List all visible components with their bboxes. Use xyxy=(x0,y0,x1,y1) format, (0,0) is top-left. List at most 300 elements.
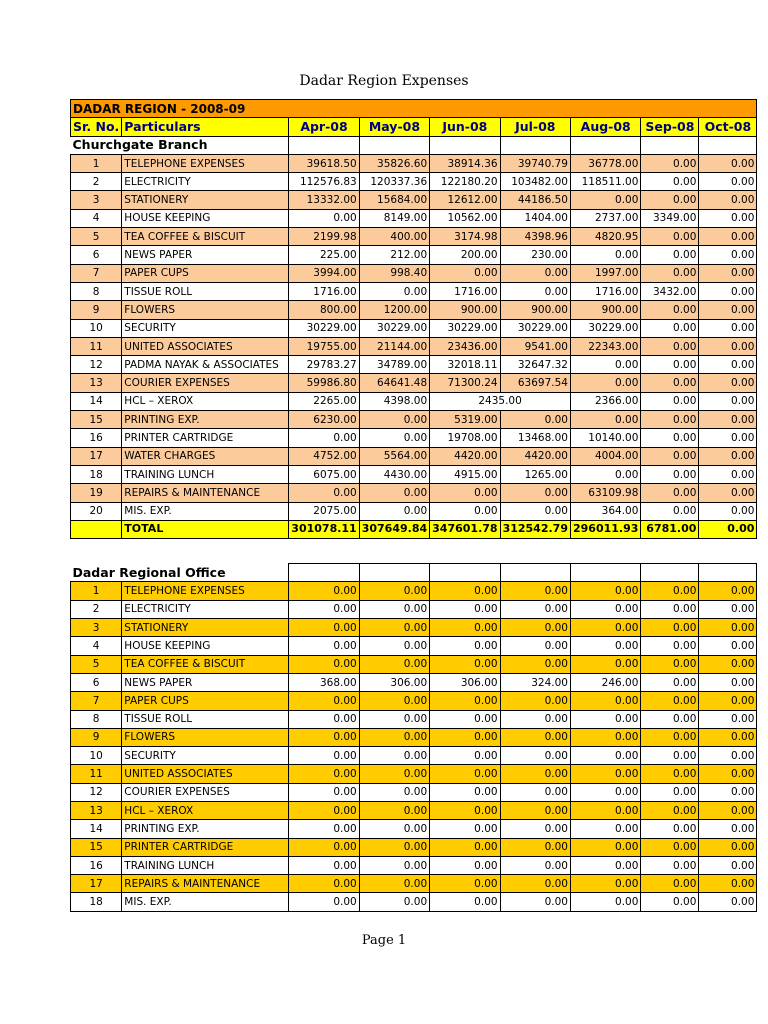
amount-cell[interactable]: 0.00 xyxy=(289,655,359,673)
amount-cell[interactable]: 900.00 xyxy=(430,301,500,319)
particulars-cell[interactable]: FLOWERS xyxy=(122,301,289,319)
amount-cell[interactable]: 400.00 xyxy=(359,228,429,246)
sr-no-cell[interactable]: 13 xyxy=(71,801,122,819)
amount-cell[interactable]: 0.00 xyxy=(430,856,500,874)
amount-cell[interactable]: 19755.00 xyxy=(289,337,359,355)
particulars-cell[interactable]: UNITED ASSOCIATES xyxy=(122,765,289,783)
amount-cell[interactable]: 0.00 xyxy=(570,356,640,374)
amount-cell[interactable]: 800.00 xyxy=(289,301,359,319)
amount-cell[interactable]: 0.00 xyxy=(641,893,699,911)
sr-no-cell[interactable]: 14 xyxy=(71,820,122,838)
amount-cell[interactable]: 0.00 xyxy=(289,582,359,600)
amount-cell[interactable]: 0.00 xyxy=(430,783,500,801)
amount-cell[interactable]: 306.00 xyxy=(359,673,429,691)
amount-cell[interactable]: 0.00 xyxy=(359,820,429,838)
particulars-cell[interactable]: SECURITY xyxy=(122,319,289,337)
amount-cell[interactable]: 9541.00 xyxy=(500,337,570,355)
amount-cell[interactable]: 1200.00 xyxy=(359,301,429,319)
amount-cell[interactable]: 3174.98 xyxy=(430,228,500,246)
amount-cell[interactable]: 364.00 xyxy=(570,502,640,520)
amount-cell[interactable]: 4420.00 xyxy=(500,447,570,465)
particulars-cell[interactable]: TELEPHONE EXPENSES xyxy=(122,154,289,172)
sr-no-cell[interactable]: 16 xyxy=(71,429,122,447)
amount-cell[interactable]: 0.00 xyxy=(641,875,699,893)
amount-cell[interactable]: 39618.50 xyxy=(289,154,359,172)
particulars-cell[interactable]: NEWS PAPER xyxy=(122,673,289,691)
particulars-cell[interactable]: TEA COFFEE & BISCUIT xyxy=(122,655,289,673)
empty-cell[interactable] xyxy=(289,136,359,154)
amount-cell[interactable]: 0.00 xyxy=(500,838,570,856)
amount-cell[interactable]: 0.00 xyxy=(570,655,640,673)
amount-cell[interactable]: 0.00 xyxy=(699,582,757,600)
amount-cell[interactable]: 6230.00 xyxy=(289,411,359,429)
amount-cell[interactable]: 0.00 xyxy=(500,411,570,429)
particulars-cell[interactable]: PAPER CUPS xyxy=(122,264,289,282)
amount-cell[interactable]: 0.00 xyxy=(570,747,640,765)
amount-cell[interactable]: 0.00 xyxy=(699,710,757,728)
amount-cell[interactable]: 0.00 xyxy=(430,582,500,600)
amount-cell[interactable]: 0.00 xyxy=(699,264,757,282)
amount-cell[interactable]: 0.00 xyxy=(500,692,570,710)
amount-cell[interactable]: 0.00 xyxy=(289,765,359,783)
amount-cell[interactable]: 0.00 xyxy=(699,209,757,227)
amount-cell[interactable]: 0.00 xyxy=(641,374,699,392)
amount-cell[interactable]: 0.00 xyxy=(641,856,699,874)
amount-cell[interactable]: 0.00 xyxy=(699,637,757,655)
total-amount-cell[interactable]: 312542.79 xyxy=(500,520,570,538)
amount-cell[interactable]: 0.00 xyxy=(570,765,640,783)
amount-cell[interactable]: 368.00 xyxy=(289,673,359,691)
particulars-cell[interactable]: COURIER EXPENSES xyxy=(122,783,289,801)
total-amount-cell[interactable]: 307649.84 xyxy=(359,520,429,538)
amount-cell[interactable]: 0.00 xyxy=(500,264,570,282)
empty-cell[interactable] xyxy=(699,136,757,154)
amount-cell[interactable]: 0.00 xyxy=(570,875,640,893)
amount-cell[interactable]: 0.00 xyxy=(570,820,640,838)
amount-cell[interactable]: 0.00 xyxy=(570,710,640,728)
amount-cell[interactable]: 39740.79 xyxy=(500,154,570,172)
sr-no-cell[interactable]: 12 xyxy=(71,783,122,801)
amount-cell[interactable]: 0.00 xyxy=(570,582,640,600)
empty-cell[interactable] xyxy=(359,136,429,154)
amount-cell[interactable]: 0.00 xyxy=(500,765,570,783)
header-sr-no[interactable]: Sr. No. xyxy=(71,118,122,136)
amount-cell[interactable]: 0.00 xyxy=(500,582,570,600)
amount-cell[interactable]: 0.00 xyxy=(359,765,429,783)
amount-cell[interactable]: 3349.00 xyxy=(641,209,699,227)
sr-no-cell[interactable]: 13 xyxy=(71,374,122,392)
amount-cell[interactable]: 19708.00 xyxy=(430,429,500,447)
amount-cell[interactable]: 212.00 xyxy=(359,246,429,264)
amount-cell[interactable]: 0.00 xyxy=(289,692,359,710)
amount-cell[interactable]: 0.00 xyxy=(430,820,500,838)
amount-cell[interactable]: 1716.00 xyxy=(289,282,359,300)
amount-cell[interactable]: 0.00 xyxy=(699,411,757,429)
header-month[interactable]: Oct-08 xyxy=(699,118,757,136)
amount-cell[interactable]: 0.00 xyxy=(699,820,757,838)
total-sr-cell[interactable] xyxy=(71,520,122,538)
amount-cell[interactable]: 6075.00 xyxy=(289,465,359,483)
sr-no-cell[interactable]: 1 xyxy=(71,582,122,600)
amount-cell[interactable]: 13332.00 xyxy=(289,191,359,209)
amount-cell[interactable]: 0.00 xyxy=(699,619,757,637)
amount-cell[interactable]: 0.00 xyxy=(359,429,429,447)
amount-cell[interactable]: 0.00 xyxy=(289,838,359,856)
sr-no-cell[interactable]: 17 xyxy=(71,447,122,465)
empty-cell[interactable] xyxy=(500,564,570,582)
amount-cell[interactable]: 13468.00 xyxy=(500,429,570,447)
amount-cell[interactable]: 23436.00 xyxy=(430,337,500,355)
amount-cell[interactable]: 2075.00 xyxy=(289,502,359,520)
sr-no-cell[interactable]: 12 xyxy=(71,356,122,374)
amount-cell[interactable]: 0.00 xyxy=(641,191,699,209)
amount-cell[interactable]: 0.00 xyxy=(430,710,500,728)
sr-no-cell[interactable]: 4 xyxy=(71,209,122,227)
amount-cell[interactable]: 0.00 xyxy=(570,838,640,856)
amount-cell[interactable]: 0.00 xyxy=(500,710,570,728)
sr-no-cell[interactable]: 20 xyxy=(71,502,122,520)
amount-cell[interactable]: 0.00 xyxy=(570,374,640,392)
amount-cell[interactable]: 0.00 xyxy=(699,374,757,392)
amount-cell[interactable]: 0.00 xyxy=(699,154,757,172)
amount-cell[interactable]: 0.00 xyxy=(699,246,757,264)
region-title[interactable]: DADAR REGION - 2008-09 xyxy=(71,100,757,118)
amount-cell[interactable]: 0.00 xyxy=(641,484,699,502)
amount-cell[interactable]: 0.00 xyxy=(699,655,757,673)
amount-cell[interactable]: 0.00 xyxy=(641,429,699,447)
amount-cell[interactable]: 0.00 xyxy=(500,820,570,838)
amount-cell[interactable]: 0.00 xyxy=(289,728,359,746)
amount-cell[interactable]: 10562.00 xyxy=(430,209,500,227)
amount-cell[interactable]: 0.00 xyxy=(430,655,500,673)
amount-cell[interactable]: 1265.00 xyxy=(500,465,570,483)
amount-cell[interactable]: 0.00 xyxy=(570,783,640,801)
amount-cell[interactable]: 4398.00 xyxy=(359,392,429,410)
amount-cell[interactable]: 1997.00 xyxy=(570,264,640,282)
amount-cell[interactable]: 0.00 xyxy=(699,319,757,337)
amount-cell[interactable]: 0.00 xyxy=(641,728,699,746)
amount-cell[interactable]: 0.00 xyxy=(641,447,699,465)
amount-cell[interactable]: 0.00 xyxy=(699,502,757,520)
particulars-cell[interactable]: REPAIRS & MAINTENANCE xyxy=(122,484,289,502)
particulars-cell[interactable]: PRINTING EXP. xyxy=(122,411,289,429)
header-particulars[interactable]: Particulars xyxy=(122,118,289,136)
amount-cell[interactable]: 0.00 xyxy=(500,655,570,673)
amount-cell[interactable]: 0.00 xyxy=(289,783,359,801)
amount-cell[interactable]: 2265.00 xyxy=(289,392,359,410)
amount-cell[interactable]: 0.00 xyxy=(570,728,640,746)
particulars-cell[interactable]: SECURITY xyxy=(122,747,289,765)
amount-cell[interactable]: 0.00 xyxy=(641,600,699,618)
amount-cell[interactable]: 30229.00 xyxy=(289,319,359,337)
amount-cell[interactable]: 21144.00 xyxy=(359,337,429,355)
amount-cell[interactable]: 63109.98 xyxy=(570,484,640,502)
amount-cell[interactable]: 0.00 xyxy=(359,502,429,520)
amount-cell[interactable]: 0.00 xyxy=(641,619,699,637)
churchgate-branch-label[interactable]: Churchgate Branch xyxy=(72,137,208,153)
amount-cell[interactable]: 0.00 xyxy=(289,820,359,838)
amount-cell[interactable]: 0.00 xyxy=(500,600,570,618)
amount-cell[interactable]: 0.00 xyxy=(359,728,429,746)
amount-cell[interactable]: 0.00 xyxy=(699,765,757,783)
amount-cell[interactable]: 0.00 xyxy=(359,619,429,637)
amount-cell[interactable]: 0.00 xyxy=(359,875,429,893)
amount-cell[interactable]: 4004.00 xyxy=(570,447,640,465)
amount-cell[interactable]: 4430.00 xyxy=(359,465,429,483)
amount-cell[interactable]: 0.00 xyxy=(359,710,429,728)
sr-no-cell[interactable]: 5 xyxy=(71,655,122,673)
amount-cell[interactable]: 0.00 xyxy=(359,411,429,429)
amount-cell[interactable]: 0.00 xyxy=(359,637,429,655)
amount-cell[interactable]: 0.00 xyxy=(699,337,757,355)
amount-cell[interactable]: 22343.00 xyxy=(570,337,640,355)
amount-cell[interactable]: 0.00 xyxy=(699,875,757,893)
amount-cell[interactable]: 0.00 xyxy=(641,337,699,355)
amount-cell[interactable]: 0.00 xyxy=(500,502,570,520)
amount-cell[interactable]: 4398.96 xyxy=(500,228,570,246)
amount-cell[interactable]: 0.00 xyxy=(430,875,500,893)
amount-cell[interactable]: 0.00 xyxy=(641,228,699,246)
amount-cell[interactable]: 0.00 xyxy=(500,728,570,746)
particulars-cell[interactable]: HOUSE KEEPING xyxy=(122,637,289,655)
particulars-cell[interactable]: FLOWERS xyxy=(122,728,289,746)
amount-cell[interactable]: 0.00 xyxy=(570,465,640,483)
sr-no-cell[interactable]: 7 xyxy=(71,264,122,282)
amount-cell[interactable]: 30229.00 xyxy=(500,319,570,337)
sr-no-cell[interactable]: 8 xyxy=(71,710,122,728)
amount-cell[interactable]: 0.00 xyxy=(430,502,500,520)
total-amount-cell[interactable]: 6781.00 xyxy=(641,520,699,538)
amount-cell[interactable]: 0.00 xyxy=(699,356,757,374)
header-month[interactable]: Apr-08 xyxy=(289,118,359,136)
amount-cell[interactable]: 0.00 xyxy=(699,747,757,765)
amount-cell[interactable]: 2199.98 xyxy=(289,228,359,246)
sr-no-cell[interactable]: 4 xyxy=(71,637,122,655)
particulars-cell[interactable]: TISSUE ROLL xyxy=(122,282,289,300)
empty-cell[interactable] xyxy=(641,136,699,154)
particulars-cell[interactable]: PADMA NAYAK & ASSOCIATES xyxy=(122,356,289,374)
amount-cell[interactable]: 1404.00 xyxy=(500,209,570,227)
empty-cell[interactable] xyxy=(570,564,640,582)
amount-cell[interactable]: 0.00 xyxy=(699,301,757,319)
empty-cell[interactable] xyxy=(500,136,570,154)
amount-cell[interactable]: 0.00 xyxy=(359,783,429,801)
amount-cell[interactable]: 0.00 xyxy=(570,619,640,637)
amount-cell[interactable]: 0.00 xyxy=(570,801,640,819)
amount-cell[interactable]: 4820.95 xyxy=(570,228,640,246)
header-month[interactable]: Sep-08 xyxy=(641,118,699,136)
particulars-cell[interactable]: COURIER EXPENSES xyxy=(122,374,289,392)
particulars-cell[interactable]: HCL – XEROX xyxy=(122,801,289,819)
amount-cell[interactable]: 0.00 xyxy=(641,356,699,374)
total-amount-cell[interactable]: 301078.11 xyxy=(289,520,359,538)
amount-cell[interactable]: 0.00 xyxy=(699,173,757,191)
amount-cell[interactable]: 5319.00 xyxy=(430,411,500,429)
sr-no-cell[interactable]: 11 xyxy=(71,765,122,783)
particulars-cell[interactable]: ELECTRICITY xyxy=(122,173,289,191)
amount-cell[interactable]: 0.00 xyxy=(699,282,757,300)
sr-no-cell[interactable]: 7 xyxy=(71,692,122,710)
sr-no-cell[interactable]: 6 xyxy=(71,246,122,264)
amount-cell[interactable]: 0.00 xyxy=(430,484,500,502)
amount-cell[interactable]: 0.00 xyxy=(289,484,359,502)
amount-cell[interactable]: 0.00 xyxy=(289,875,359,893)
amount-cell[interactable]: 0.00 xyxy=(641,765,699,783)
amount-cell[interactable]: 0.00 xyxy=(430,801,500,819)
amount-cell[interactable]: 0.00 xyxy=(641,582,699,600)
amount-cell[interactable]: 0.00 xyxy=(570,600,640,618)
sr-no-cell[interactable]: 9 xyxy=(71,728,122,746)
amount-cell[interactable]: 103482.00 xyxy=(500,173,570,191)
sr-no-cell[interactable]: 18 xyxy=(71,893,122,911)
particulars-cell[interactable]: TELEPHONE EXPENSES xyxy=(122,582,289,600)
amount-cell[interactable]: 0.00 xyxy=(430,747,500,765)
amount-cell[interactable]: 0.00 xyxy=(289,619,359,637)
sr-no-cell[interactable]: 6 xyxy=(71,673,122,691)
amount-cell[interactable]: 0.00 xyxy=(430,728,500,746)
amount-cell[interactable]: 0.00 xyxy=(500,801,570,819)
amount-cell[interactable]: 0.00 xyxy=(641,465,699,483)
particulars-cell[interactable]: TISSUE ROLL xyxy=(122,710,289,728)
amount-cell[interactable]: 0.00 xyxy=(641,301,699,319)
amount-cell[interactable]: 0.00 xyxy=(641,692,699,710)
particulars-cell[interactable]: TRAINING LUNCH xyxy=(122,856,289,874)
amount-cell[interactable]: 0.00 xyxy=(359,600,429,618)
amount-cell[interactable]: 0.00 xyxy=(359,582,429,600)
amount-cell[interactable]: 0.00 xyxy=(289,747,359,765)
amount-cell[interactable]: 0.00 xyxy=(570,411,640,429)
header-month[interactable]: Jul-08 xyxy=(500,118,570,136)
particulars-cell[interactable]: STATIONERY xyxy=(122,619,289,637)
amount-cell[interactable]: 0.00 xyxy=(699,728,757,746)
amount-cell[interactable]: 0.00 xyxy=(359,893,429,911)
amount-cell[interactable]: 0.00 xyxy=(430,838,500,856)
particulars-cell[interactable]: PRINTING EXP. xyxy=(122,820,289,838)
amount-cell[interactable]: 225.00 xyxy=(289,246,359,264)
amount-cell[interactable]: 15684.00 xyxy=(359,191,429,209)
amount-cell[interactable]: 2366.00 xyxy=(570,392,640,410)
amount-cell[interactable]: 0.00 xyxy=(289,801,359,819)
amount-cell[interactable]: 0.00 xyxy=(570,637,640,655)
amount-cell[interactable]: 35826.60 xyxy=(359,154,429,172)
particulars-cell[interactable]: HOUSE KEEPING xyxy=(122,209,289,227)
amount-cell[interactable]: 0.00 xyxy=(500,856,570,874)
amount-cell[interactable]: 0.00 xyxy=(641,820,699,838)
amount-cell[interactable]: 0.00 xyxy=(570,191,640,209)
particulars-cell[interactable]: REPAIRS & MAINTENANCE xyxy=(122,875,289,893)
amount-cell[interactable]: 0.00 xyxy=(359,655,429,673)
total-label[interactable]: TOTAL xyxy=(122,520,289,538)
amount-cell[interactable]: 0.00 xyxy=(430,765,500,783)
amount-cell[interactable]: 0.00 xyxy=(641,411,699,429)
amount-cell[interactable]: 0.00 xyxy=(641,264,699,282)
empty-cell[interactable] xyxy=(641,564,699,582)
amount-cell[interactable]: 0.00 xyxy=(359,282,429,300)
amount-cell[interactable]: 0.00 xyxy=(500,484,570,502)
amount-cell[interactable]: 0.00 xyxy=(699,673,757,691)
amount-cell[interactable]: 2435.00 xyxy=(430,392,571,410)
amount-cell[interactable]: 230.00 xyxy=(500,246,570,264)
particulars-cell[interactable]: MIS. EXP. xyxy=(122,502,289,520)
particulars-cell[interactable]: TEA COFFEE & BISCUIT xyxy=(122,228,289,246)
amount-cell[interactable]: 64641.48 xyxy=(359,374,429,392)
amount-cell[interactable]: 29783.27 xyxy=(289,356,359,374)
particulars-cell[interactable]: UNITED ASSOCIATES xyxy=(122,337,289,355)
sr-no-cell[interactable]: 2 xyxy=(71,173,122,191)
amount-cell[interactable]: 0.00 xyxy=(699,801,757,819)
particulars-cell[interactable]: MIS. EXP. xyxy=(122,893,289,911)
amount-cell[interactable]: 3432.00 xyxy=(641,282,699,300)
sr-no-cell[interactable]: 3 xyxy=(71,191,122,209)
amount-cell[interactable]: 2737.00 xyxy=(570,209,640,227)
sr-no-cell[interactable]: 15 xyxy=(71,411,122,429)
amount-cell[interactable]: 0.00 xyxy=(641,173,699,191)
amount-cell[interactable]: 0.00 xyxy=(570,856,640,874)
amount-cell[interactable]: 0.00 xyxy=(289,637,359,655)
amount-cell[interactable]: 324.00 xyxy=(500,673,570,691)
amount-cell[interactable]: 30229.00 xyxy=(359,319,429,337)
amount-cell[interactable]: 1716.00 xyxy=(430,282,500,300)
particulars-cell[interactable]: NEWS PAPER xyxy=(122,246,289,264)
amount-cell[interactable]: 306.00 xyxy=(430,673,500,691)
amount-cell[interactable]: 0.00 xyxy=(699,856,757,874)
amount-cell[interactable]: 0.00 xyxy=(699,429,757,447)
amount-cell[interactable]: 59986.80 xyxy=(289,374,359,392)
sr-no-cell[interactable]: 18 xyxy=(71,465,122,483)
sr-no-cell[interactable]: 9 xyxy=(71,301,122,319)
amount-cell[interactable]: 112576.83 xyxy=(289,173,359,191)
total-amount-cell[interactable]: 0.00 xyxy=(699,520,757,538)
particulars-cell[interactable]: PRINTER CARTRIDGE xyxy=(122,838,289,856)
amount-cell[interactable]: 0.00 xyxy=(641,319,699,337)
amount-cell[interactable]: 0.00 xyxy=(641,801,699,819)
amount-cell[interactable]: 0.00 xyxy=(500,282,570,300)
amount-cell[interactable]: 900.00 xyxy=(570,301,640,319)
particulars-cell[interactable]: WATER CHARGES xyxy=(122,447,289,465)
empty-cell[interactable] xyxy=(430,136,500,154)
amount-cell[interactable]: 0.00 xyxy=(430,893,500,911)
sr-no-cell[interactable]: 8 xyxy=(71,282,122,300)
particulars-cell[interactable]: ELECTRICITY xyxy=(122,600,289,618)
amount-cell[interactable]: 0.00 xyxy=(359,801,429,819)
amount-cell[interactable]: 0.00 xyxy=(641,710,699,728)
header-month[interactable]: Aug-08 xyxy=(570,118,640,136)
particulars-cell[interactable]: TRAINING LUNCH xyxy=(122,465,289,483)
particulars-cell[interactable]: PAPER CUPS xyxy=(122,692,289,710)
amount-cell[interactable]: 0.00 xyxy=(430,637,500,655)
amount-cell[interactable]: 71300.24 xyxy=(430,374,500,392)
total-amount-cell[interactable]: 296011.93 xyxy=(570,520,640,538)
amount-cell[interactable]: 34789.00 xyxy=(359,356,429,374)
amount-cell[interactable]: 30229.00 xyxy=(570,319,640,337)
amount-cell[interactable]: 998.40 xyxy=(359,264,429,282)
amount-cell[interactable]: 0.00 xyxy=(430,619,500,637)
amount-cell[interactable]: 0.00 xyxy=(289,429,359,447)
empty-cell[interactable] xyxy=(359,564,429,582)
amount-cell[interactable]: 0.00 xyxy=(641,392,699,410)
amount-cell[interactable]: 36778.00 xyxy=(570,154,640,172)
sr-no-cell[interactable]: 10 xyxy=(71,319,122,337)
amount-cell[interactable]: 4915.00 xyxy=(430,465,500,483)
amount-cell[interactable]: 0.00 xyxy=(699,838,757,856)
amount-cell[interactable]: 0.00 xyxy=(699,600,757,618)
amount-cell[interactable]: 0.00 xyxy=(359,747,429,765)
amount-cell[interactable]: 0.00 xyxy=(641,838,699,856)
amount-cell[interactable]: 0.00 xyxy=(641,747,699,765)
amount-cell[interactable]: 0.00 xyxy=(500,875,570,893)
amount-cell[interactable]: 900.00 xyxy=(500,301,570,319)
sr-no-cell[interactable]: 5 xyxy=(71,228,122,246)
